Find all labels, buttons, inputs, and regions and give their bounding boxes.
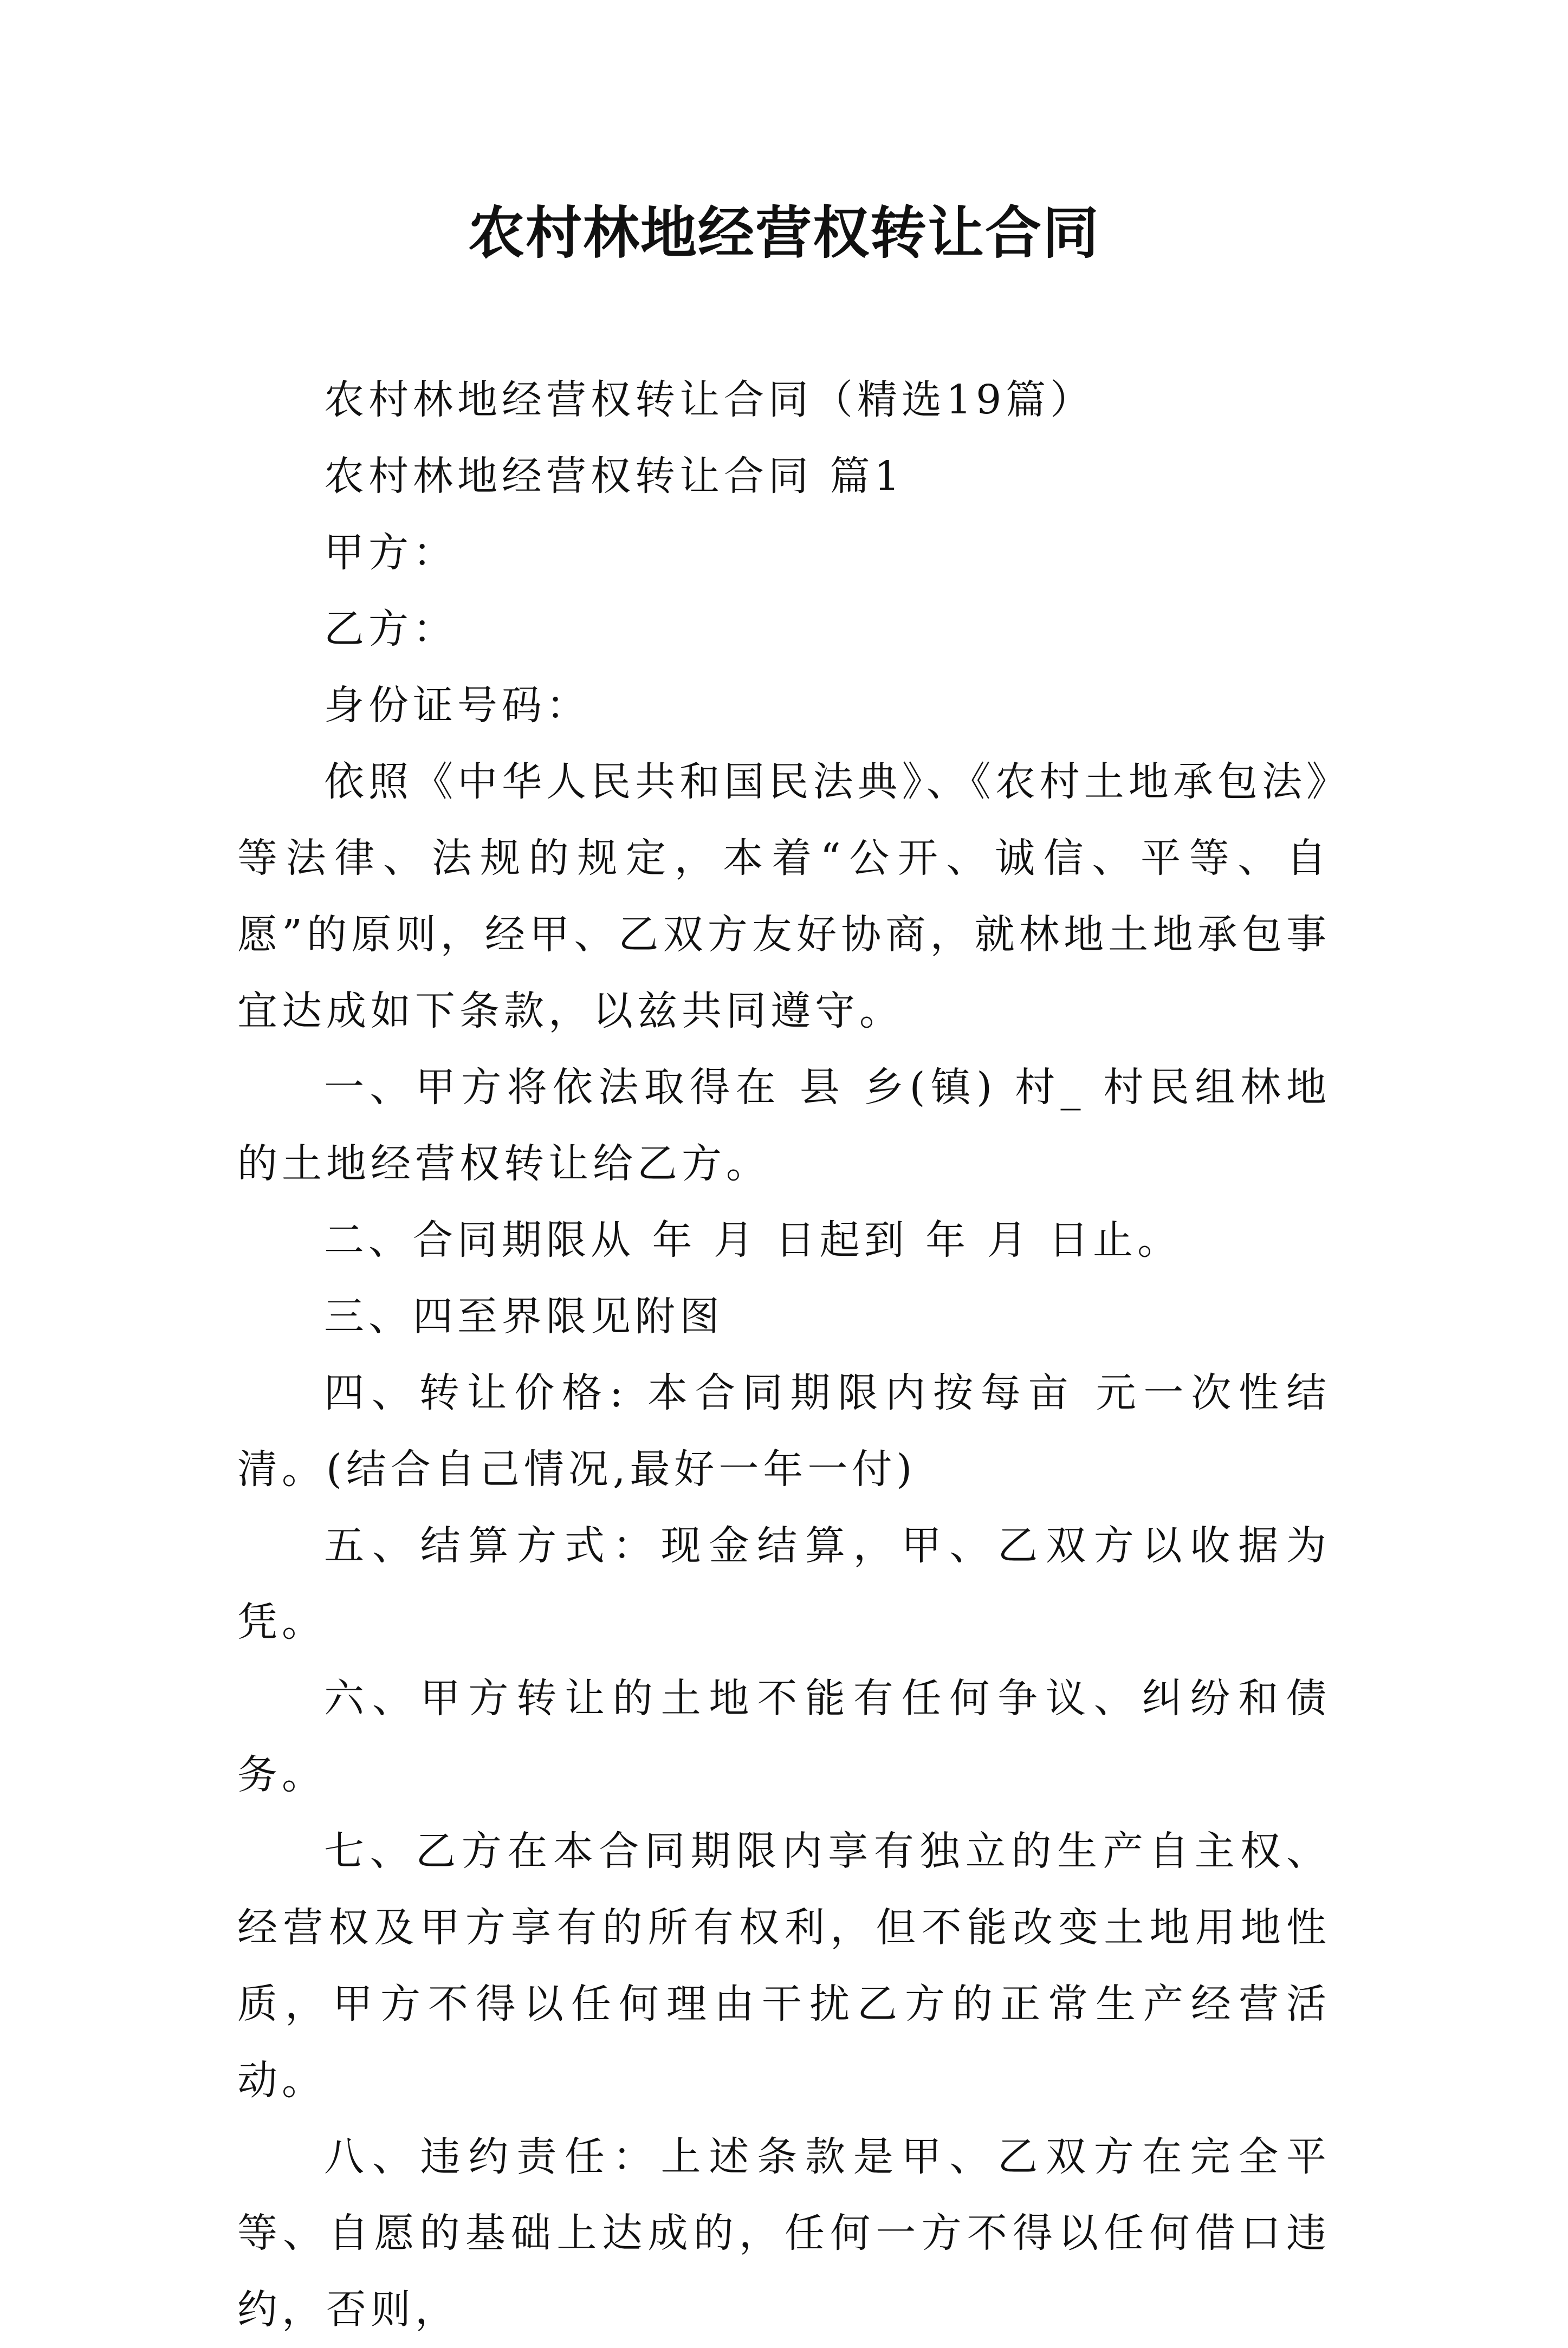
document-body	[237, 362, 1331, 2348]
paragraph-id-number: 身份证号码：	[324, 682, 591, 729]
paragraph-subtitle: 农村林地经营权转让合同（精选19篇）	[324, 377, 1095, 423]
paragraph-clause-5: 五、结算方式：现金结算，甲、乙双方以收据为凭。	[237, 1522, 1331, 1645]
paragraph-clause-1: 一、甲方将依法取得在 县 乡(镇) 村_ 村民组林地的土地经营权转让给乙方。	[237, 1064, 1331, 1187]
document-title: 农村林地经营权转让合同	[468, 199, 1100, 266]
paragraph-clause-4: 四、转让价格: 本合同期限内按每亩 元一次性结清。(结合自己情况,最好一年一付)	[237, 1370, 1331, 1493]
paragraph-preamble: 依照《中华人民共和国民法典》、《农村土地承包法》等法律、法规的规定，本着“公开、诚信、平等、自愿”的原则，经甲、乙双方友好协商，就林地土地承包事宜达成如下条款，以兹共同遵守。	[237, 758, 1331, 1034]
paragraph-party-a: 甲方：	[324, 529, 457, 576]
paragraph-clause-6: 六、甲方转让的土地不能有任何争议、纠纷和债务。	[237, 1675, 1331, 1798]
paragraph-party-b: 乙方：	[324, 606, 457, 652]
paragraph-section-heading: 农村林地经营权转让合同 篇1	[324, 453, 904, 500]
paragraph-clause-3: 三、四至界限见附图	[324, 1293, 724, 1340]
paragraph-clause-7: 七、乙方在本合同期限内享有独立的生产自主权、经营权及甲方享有的所有权利，但不能改变土地用地性质，甲方不得以任何理由干扰乙方的正常生产经营活动。	[237, 1828, 1331, 2104]
paragraph-clause-8: 八、违约责任：上述条款是甲、乙双方在完全平等、自愿的基础上达成的，任何一方不得以任何借口违约，否则，	[237, 2133, 1331, 2333]
paragraph-clause-2: 二、合同期限从 年 月 日起到 年 月 日止。	[324, 1217, 1182, 1263]
